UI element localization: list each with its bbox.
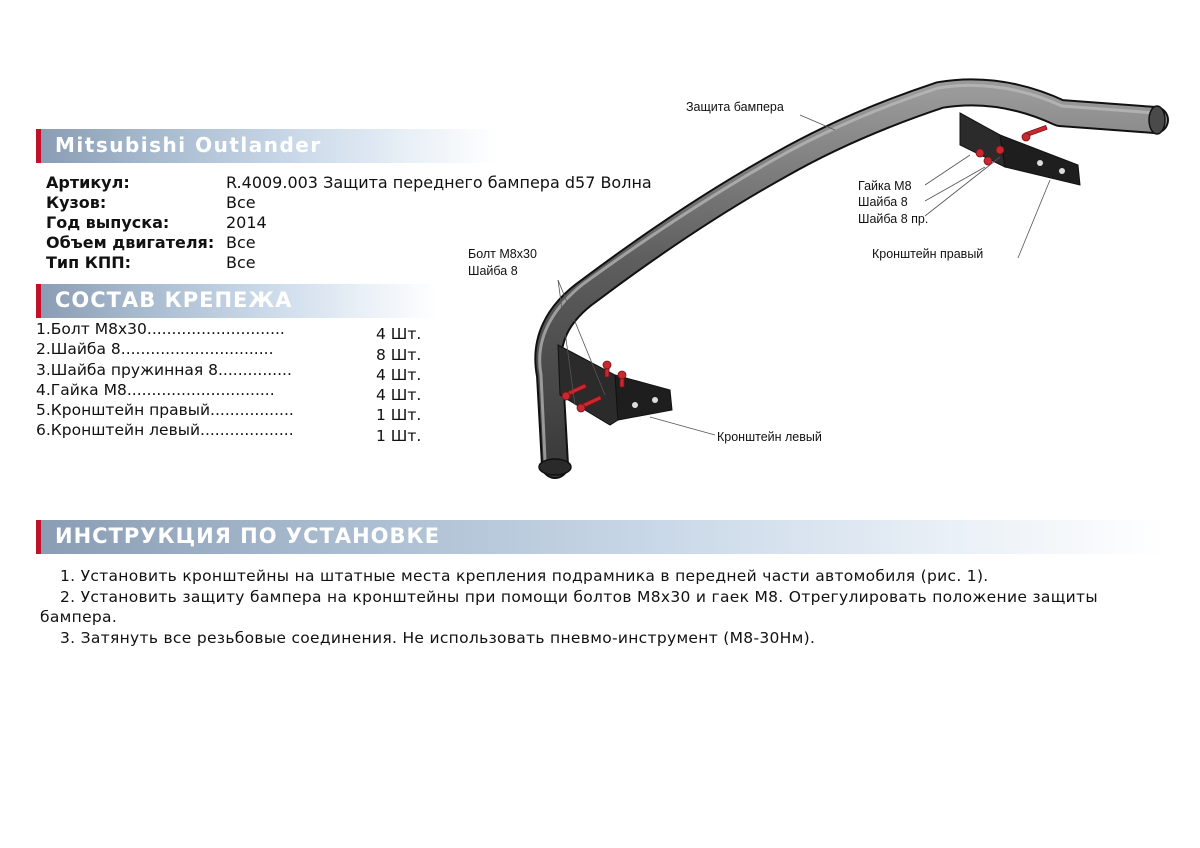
part-qty: 1 Шт. [376,406,422,425]
part-qty: 4 Шт. [376,365,422,384]
spec-key: Тип КПП: [46,253,132,272]
part-name: 5.Кронштейн правый................. [36,401,294,420]
instructions-list [40,566,1140,648]
list-item [36,420,436,445]
part-name: 1.Болт М8х30............................ [36,320,285,338]
spec-key: Объем двигателя: [46,233,215,252]
model-title-band [36,129,498,163]
label-left-bracket: Кронштейн левый [717,430,822,444]
part-qty: 1 Шт. [376,426,422,445]
label-washer: Шайба 8 [858,195,908,209]
part-name: 6.Кронштейн левый................... [36,421,294,440]
list-item [36,400,436,425]
label-bolt: Болт М8х30 [468,247,537,261]
part-qty: 8 Шт. [376,345,422,364]
part-name: 3.Шайба пружинная 8............... [36,360,292,379]
part-name: 4.Гайка М8.............................. [36,380,275,399]
part-name: 2.Шайба 8............................... [36,340,274,359]
spec-value: Все [226,193,256,212]
list-item [36,339,436,364]
list-item [36,319,436,344]
spec-value: R.4009.003 Защита переднего бампера d57 Волна [226,173,652,192]
tube-end-left [539,459,571,475]
bumper-diagram [440,75,1200,505]
spec-value: Все [226,233,256,252]
instruction-step: 2. Установить защиту бампера на кронштейны при помощи болтов М8х30 и гаек М8. Отрегулировать положение защиты бампера. [40,587,1098,626]
list-item [36,360,436,384]
spec-value: 2014 [226,213,267,232]
label-bumper: Защита бампера [686,100,784,114]
spec-key: Артикул: [46,173,130,192]
model-title: Mitsubishi Outlander [55,133,322,157]
spec-value: Все [226,253,256,272]
label-nut: Гайка М8 [858,179,912,193]
spec-key: Кузов: [46,193,107,212]
instruction-step: 3. Затянуть все резьбовые соединения. Не использовать пневмо-инструмент (М8-30Нм). [60,628,816,647]
parts-title-band [36,284,438,318]
label-spring-washer: Шайба 8 пр. [858,212,929,226]
tube-end-right [1149,106,1165,134]
parts-title: СОСТАВ КРЕПЕЖА [55,288,293,312]
part-qty: 4 Шт. [376,325,422,344]
list-item [36,380,436,405]
instruction-step: 1. Установить кронштейны на штатные места крепления подрамника в передней части автомобиля (рис. 1). [60,567,989,585]
parts-list [36,319,436,445]
instructions-title-band [36,520,1166,554]
label-washer-left: Шайба 8 [468,264,518,278]
label-right-bracket: Кронштейн правый [872,247,984,261]
left-bracket-drawing [558,345,672,425]
part-qty: 4 Шт. [376,386,422,405]
spec-key: Год выпуска: [46,213,170,232]
instructions-title: ИНСТРУКЦИЯ ПО УСТАНОВКЕ [55,524,441,548]
